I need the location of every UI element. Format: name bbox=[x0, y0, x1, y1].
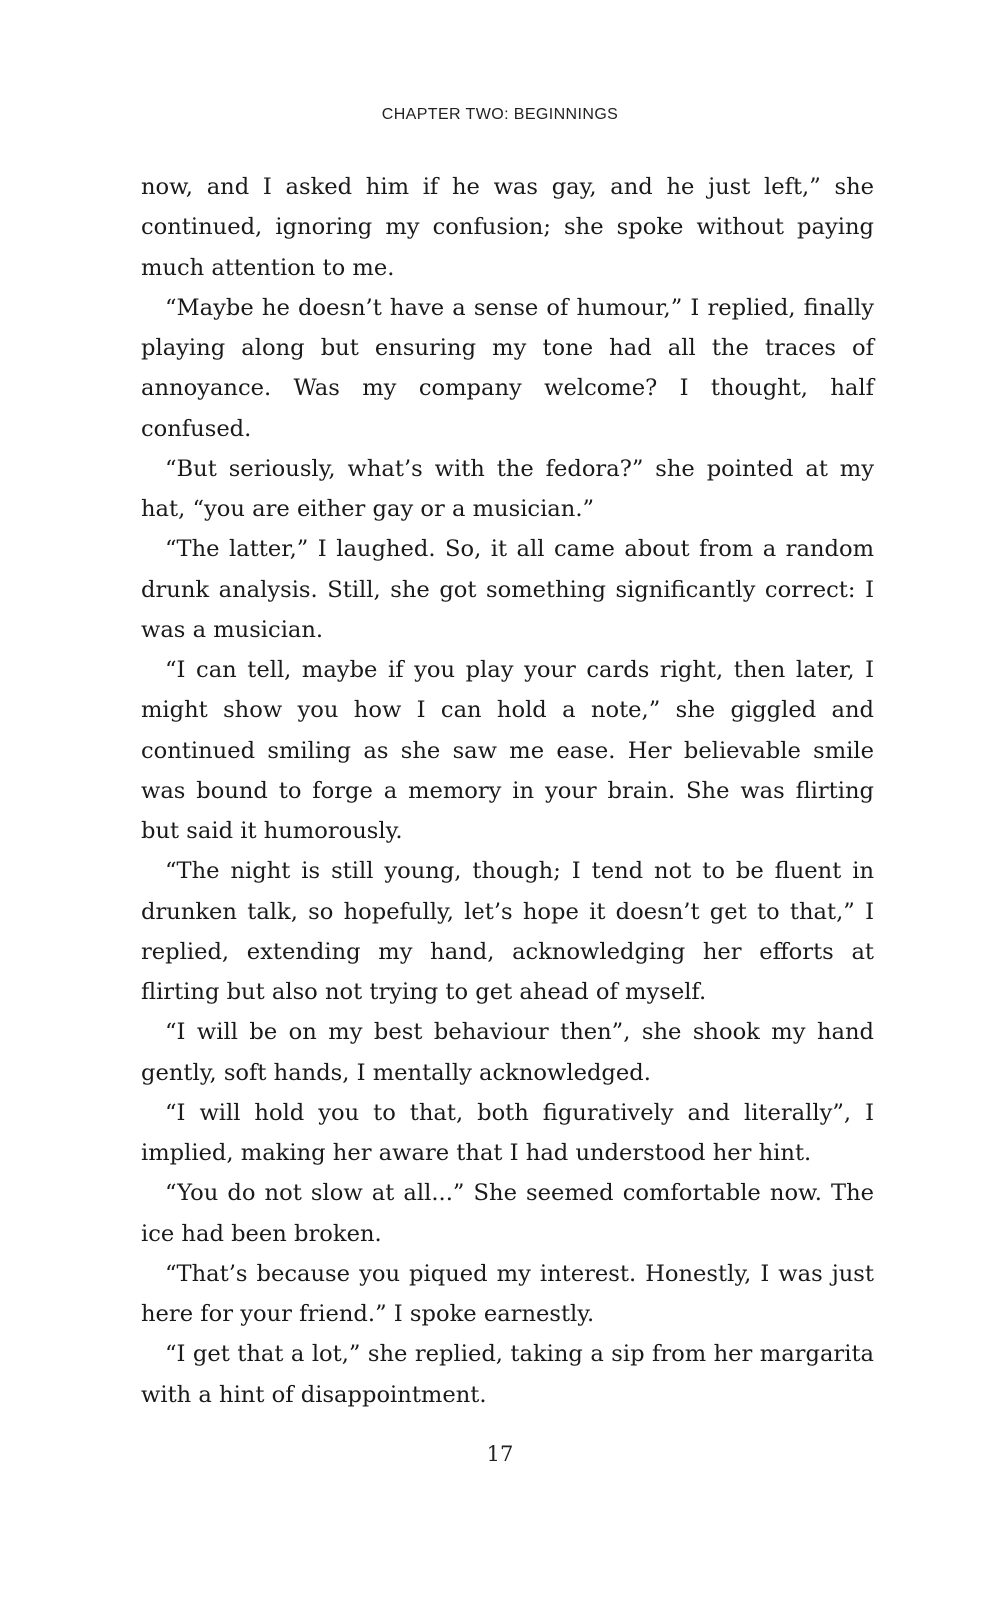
running-head: CHAPTER TWO: BEGINNINGS bbox=[381, 106, 619, 123]
paragraph: “I will hold you to that, both figuratively and literally”, I implied, making her aware that I had understood her hint. bbox=[141, 1099, 874, 1166]
paragraph: “You do not slow at all...” She seemed comfortable now. The ice had been broken. bbox=[141, 1180, 874, 1247]
paragraph: now, and I asked him if he was gay, and he just left,” she continued, ignoring my confusion; she spoke without paying much attention to me. bbox=[141, 174, 874, 281]
body-text bbox=[141, 167, 874, 1415]
page-number: 17 bbox=[486, 1442, 514, 1466]
paragraph: “I will be on my best behaviour then”, she shook my hand gently, soft hands, I mentally acknowledged. bbox=[141, 1019, 874, 1086]
paragraph: “The latter,” I laughed. So, it all came about from a random drunk analysis. Still, she got something significantly correct: I was a musician. bbox=[141, 536, 874, 643]
paragraph: “That’s because you piqued my interest. Honestly, I was just here for your friend.” I spoke earnestly. bbox=[141, 1260, 874, 1327]
paragraph: “I can tell, maybe if you play your cards right, then later, I might show you how I can hold a note,” she giggled and continued smiling as she saw me ease. Her believable smile was bound to forge a memory in your brain. She was flirting but said it humorously. bbox=[141, 657, 874, 844]
paragraph: “The night is still young, though; I tend not to be fluent in drunken talk, so hopefully, let’s hope it doesn’t get to that,” I replied, extending my hand, acknowledging her efforts at flirting but also not trying to get ahead of myself. bbox=[141, 858, 874, 1005]
paragraph: “But seriously, what’s with the fedora?” she pointed at my hat, “you are either gay or a musician.” bbox=[141, 455, 874, 522]
paragraph: “I get that a lot,” she replied, taking a sip from her margarita with a hint of disappointment. bbox=[141, 1341, 874, 1408]
paragraph: “Maybe he doesn’t have a sense of humour,” I replied, finally playing along but ensuring my tone had all the traces of annoyance. Was my company welcome? I thought, half confused. bbox=[141, 294, 874, 442]
